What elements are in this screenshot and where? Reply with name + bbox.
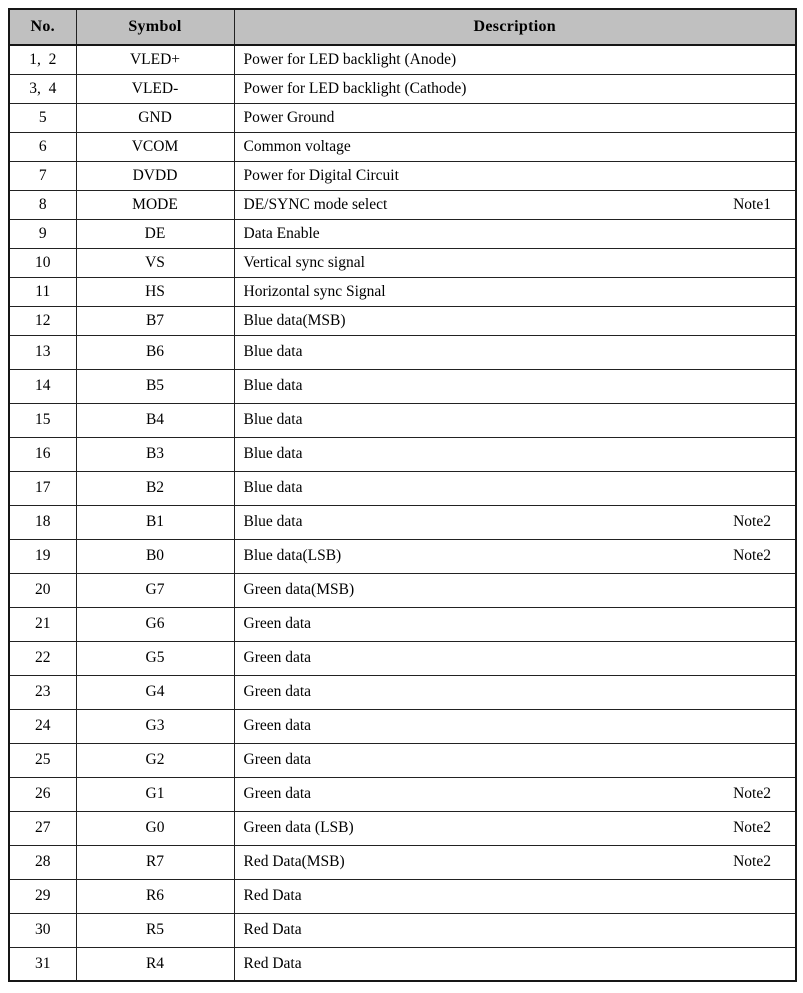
pin-no-cell: 3, 4 xyxy=(9,74,76,103)
pin-symbol-cell: R4 xyxy=(76,947,234,981)
pin-table-body xyxy=(9,45,796,981)
pin-no-cell: 16 xyxy=(9,437,76,471)
description-text: Common voltage xyxy=(243,137,351,155)
description-wrap xyxy=(244,921,772,939)
description-note: Note2 xyxy=(733,819,771,836)
description-text: Blue data xyxy=(243,377,303,394)
description-wrap xyxy=(244,283,772,301)
pin-symbol-cell: VS xyxy=(76,248,234,277)
pin-row xyxy=(9,641,796,675)
pin-row xyxy=(9,306,796,335)
pin-description-cell xyxy=(234,539,796,573)
pin-no-cell: 11 xyxy=(9,277,76,306)
pin-description-cell xyxy=(234,74,796,103)
description-wrap xyxy=(244,751,772,769)
pin-no-cell: 21 xyxy=(9,607,76,641)
pin-symbol-cell: B6 xyxy=(76,335,234,369)
description-note: Note2 xyxy=(733,853,771,870)
description-wrap xyxy=(244,513,772,531)
pin-row xyxy=(9,777,796,811)
pin-no-cell: 25 xyxy=(9,743,76,777)
pin-symbol-cell: G0 xyxy=(76,811,234,845)
pin-description-cell xyxy=(234,505,796,539)
pin-no-cell: 26 xyxy=(9,777,76,811)
pin-description-cell xyxy=(234,777,796,811)
pin-symbol-cell: G3 xyxy=(76,709,234,743)
pin-symbol-cell: G7 xyxy=(76,573,234,607)
description-text: Power for LED backlight (Cathode) xyxy=(243,79,467,97)
description-wrap xyxy=(244,167,772,185)
pin-description-cell xyxy=(234,471,796,505)
pin-no-cell: 19 xyxy=(9,539,76,573)
pin-no-cell: 30 xyxy=(9,913,76,947)
description-wrap xyxy=(244,819,772,837)
description-wrap xyxy=(244,51,772,69)
pin-row xyxy=(9,811,796,845)
pin-description-cell xyxy=(234,190,796,219)
pin-description-cell xyxy=(234,437,796,471)
pin-row xyxy=(9,913,796,947)
pin-description-cell xyxy=(234,369,796,403)
pin-row xyxy=(9,505,796,539)
description-text: Green data xyxy=(243,615,312,632)
pin-no-cell: 22 xyxy=(9,641,76,675)
pin-row xyxy=(9,947,796,981)
pin-description-cell xyxy=(234,879,796,913)
pin-symbol-cell: R6 xyxy=(76,879,234,913)
pin-symbol-cell: B2 xyxy=(76,471,234,505)
pin-symbol-cell: VLED+ xyxy=(76,45,234,74)
pin-symbol-cell: HS xyxy=(76,277,234,306)
pin-no-cell: 13 xyxy=(9,335,76,369)
description-text: Green data xyxy=(243,649,312,666)
description-note: Note1 xyxy=(733,195,771,213)
pin-symbol-cell: DE xyxy=(76,219,234,248)
description-wrap xyxy=(244,615,772,633)
pin-description-cell xyxy=(234,743,796,777)
description-wrap xyxy=(244,445,772,463)
pin-row xyxy=(9,132,796,161)
pin-description-cell xyxy=(234,103,796,132)
pin-row xyxy=(9,248,796,277)
pin-no-cell: 1, 2 xyxy=(9,45,76,74)
description-text: Blue data xyxy=(243,513,303,530)
pin-row xyxy=(9,879,796,913)
pin-no-cell: 18 xyxy=(9,505,76,539)
pin-description-cell xyxy=(234,132,796,161)
pin-no-cell: 10 xyxy=(9,248,76,277)
pin-row xyxy=(9,845,796,879)
pin-description-table xyxy=(8,8,797,982)
description-text: Power Ground xyxy=(243,108,335,126)
pin-description-cell xyxy=(234,607,796,641)
header-row xyxy=(9,9,796,45)
pin-row xyxy=(9,709,796,743)
pin-description-cell xyxy=(234,45,796,74)
pin-symbol-cell: G5 xyxy=(76,641,234,675)
pin-description-cell xyxy=(234,219,796,248)
pin-description-cell xyxy=(234,709,796,743)
pin-symbol-cell: B1 xyxy=(76,505,234,539)
column-header-description: Description xyxy=(234,9,796,45)
description-text: Green data xyxy=(243,785,312,802)
description-text: Horizontal sync Signal xyxy=(243,282,386,300)
pin-symbol-cell: B3 xyxy=(76,437,234,471)
description-text: Red Data xyxy=(243,954,302,972)
description-text: Green data (LSB) xyxy=(243,819,354,836)
description-text: Vertical sync signal xyxy=(243,253,365,271)
pin-row xyxy=(9,573,796,607)
pin-no-cell: 6 xyxy=(9,132,76,161)
pin-row xyxy=(9,277,796,306)
description-wrap xyxy=(244,785,772,803)
pin-description-cell xyxy=(234,306,796,335)
description-text: Power for Digital Circuit xyxy=(243,166,399,184)
description-wrap xyxy=(244,547,772,565)
pin-no-cell: 5 xyxy=(9,103,76,132)
pin-no-cell: 17 xyxy=(9,471,76,505)
pin-symbol-cell: VCOM xyxy=(76,132,234,161)
description-text: Power for LED backlight (Anode) xyxy=(243,50,457,68)
description-wrap xyxy=(244,343,772,361)
description-wrap xyxy=(244,254,772,272)
description-text: Red Data xyxy=(243,921,302,938)
description-text: Green data xyxy=(243,683,312,700)
pin-description-cell xyxy=(234,913,796,947)
pin-description-cell xyxy=(234,277,796,306)
pin-no-cell: 9 xyxy=(9,219,76,248)
pin-no-cell: 23 xyxy=(9,675,76,709)
description-wrap xyxy=(244,853,772,871)
pin-symbol-cell: B4 xyxy=(76,403,234,437)
description-text: Blue data(LSB) xyxy=(243,547,342,564)
description-wrap xyxy=(244,411,772,429)
pin-row xyxy=(9,219,796,248)
pin-no-cell: 12 xyxy=(9,306,76,335)
pin-row xyxy=(9,607,796,641)
pin-symbol-cell: G6 xyxy=(76,607,234,641)
pin-no-cell: 29 xyxy=(9,879,76,913)
pin-symbol-cell: VLED- xyxy=(76,74,234,103)
pin-symbol-cell: R5 xyxy=(76,913,234,947)
description-text: Red Data xyxy=(243,887,302,904)
column-header-symbol: Symbol xyxy=(76,9,234,45)
pin-no-cell: 28 xyxy=(9,845,76,879)
pin-row xyxy=(9,190,796,219)
pin-symbol-cell: G4 xyxy=(76,675,234,709)
description-text: Blue data xyxy=(243,445,303,462)
description-note: Note2 xyxy=(733,547,771,564)
pin-description-cell xyxy=(234,335,796,369)
description-wrap xyxy=(244,581,772,599)
pin-description-cell xyxy=(234,573,796,607)
pin-description-cell xyxy=(234,811,796,845)
pin-no-cell: 14 xyxy=(9,369,76,403)
description-text: Blue data(MSB) xyxy=(243,311,346,329)
pin-description-cell xyxy=(234,403,796,437)
pin-no-cell: 8 xyxy=(9,190,76,219)
pin-row xyxy=(9,437,796,471)
description-text: Green data xyxy=(243,751,312,768)
pin-symbol-cell: DVDD xyxy=(76,161,234,190)
description-text: Blue data xyxy=(243,343,303,360)
pin-row xyxy=(9,743,796,777)
description-text: DE/SYNC mode select xyxy=(243,195,388,213)
pin-row xyxy=(9,74,796,103)
pin-description-cell xyxy=(234,845,796,879)
pin-symbol-cell: MODE xyxy=(76,190,234,219)
description-text: Data Enable xyxy=(243,224,320,242)
pin-description-cell xyxy=(234,641,796,675)
pin-row xyxy=(9,403,796,437)
description-wrap xyxy=(244,109,772,127)
pin-symbol-cell: B5 xyxy=(76,369,234,403)
description-wrap xyxy=(244,196,772,214)
description-text: Green data(MSB) xyxy=(243,581,355,598)
description-wrap xyxy=(244,717,772,735)
pin-symbol-cell: G2 xyxy=(76,743,234,777)
description-wrap xyxy=(244,649,772,667)
description-text: Blue data xyxy=(243,479,303,496)
pin-row xyxy=(9,369,796,403)
description-wrap xyxy=(244,479,772,497)
description-wrap xyxy=(244,377,772,395)
pin-description-cell xyxy=(234,675,796,709)
pin-no-cell: 15 xyxy=(9,403,76,437)
pin-symbol-cell: GND xyxy=(76,103,234,132)
pin-symbol-cell: R7 xyxy=(76,845,234,879)
pin-row xyxy=(9,45,796,74)
pin-symbol-cell: G1 xyxy=(76,777,234,811)
pin-symbol-cell: B0 xyxy=(76,539,234,573)
pin-row xyxy=(9,161,796,190)
description-wrap xyxy=(244,80,772,98)
column-header-no: No. xyxy=(9,9,76,45)
description-wrap xyxy=(244,683,772,701)
description-text: Green data xyxy=(243,717,312,734)
description-wrap xyxy=(244,955,772,973)
pin-no-cell: 27 xyxy=(9,811,76,845)
pin-row xyxy=(9,675,796,709)
description-wrap xyxy=(244,312,772,330)
pin-description-cell xyxy=(234,161,796,190)
pin-no-cell: 20 xyxy=(9,573,76,607)
pin-description-cell xyxy=(234,248,796,277)
description-note: Note2 xyxy=(733,513,771,530)
pin-description-cell xyxy=(234,947,796,981)
description-text: Red Data(MSB) xyxy=(243,853,345,870)
pin-symbol-cell: B7 xyxy=(76,306,234,335)
pin-row xyxy=(9,471,796,505)
pin-row xyxy=(9,335,796,369)
description-note: Note2 xyxy=(733,785,771,802)
pin-no-cell: 24 xyxy=(9,709,76,743)
description-wrap xyxy=(244,887,772,905)
description-wrap xyxy=(244,225,772,243)
pin-no-cell: 7 xyxy=(9,161,76,190)
description-text: Blue data xyxy=(243,411,303,428)
pin-row xyxy=(9,539,796,573)
description-wrap xyxy=(244,138,772,156)
pin-row xyxy=(9,103,796,132)
pin-no-cell: 31 xyxy=(9,947,76,981)
pin-table-header xyxy=(9,9,796,45)
